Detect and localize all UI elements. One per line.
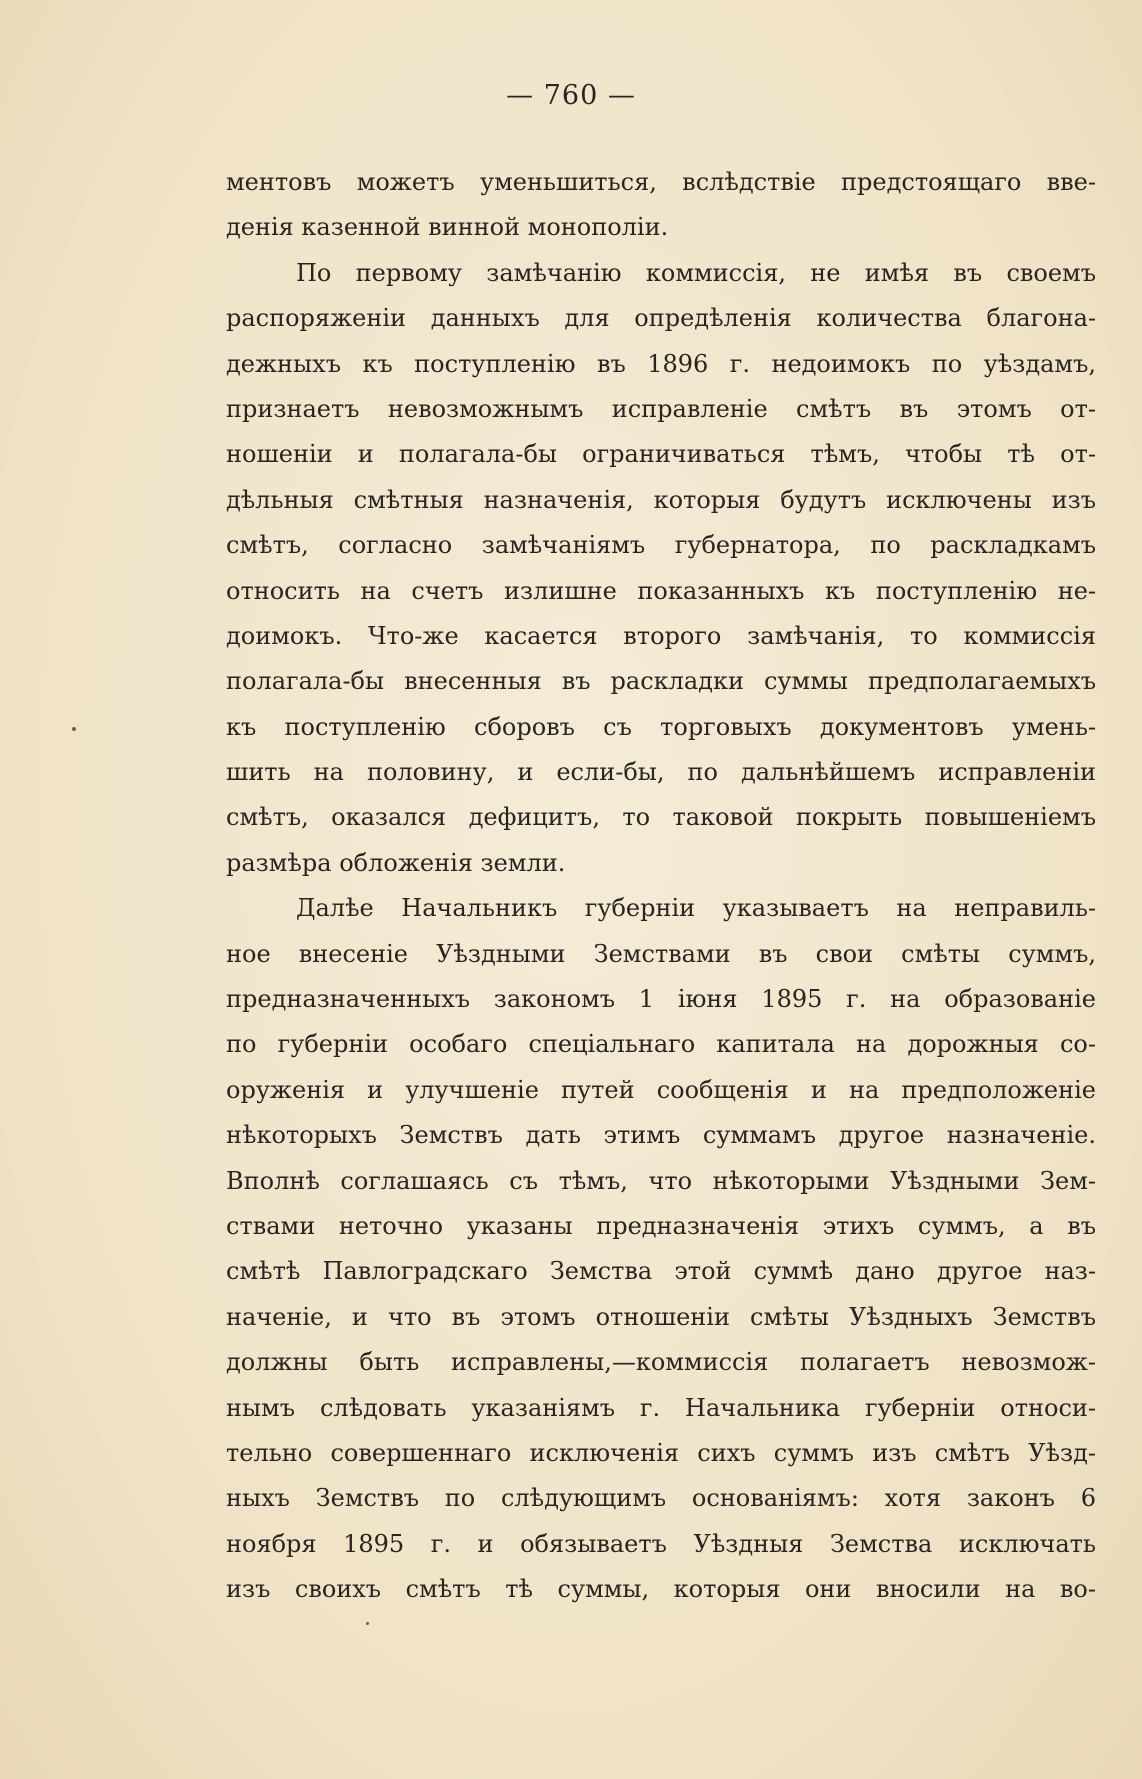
text-line: относить на счетъ излишне показанныхъ къ поступленію не- [226, 576, 1096, 605]
text-line: ствами неточно указаны предназначенія этихъ суммъ, а въ [226, 1211, 1096, 1240]
text-line: ноября 1895 г. и обязываетъ Уѣздныя Земства исключать [226, 1529, 1096, 1558]
text-line: смѣтъ, оказался дефицитъ, то таковой покрыть повышеніемъ [226, 803, 1096, 832]
body-text [226, 160, 1096, 1613]
text-line: оруженія и улучшеніе путей сообщенія и на предположеніе [226, 1075, 1096, 1104]
text-line: распоряженіи данныхъ для опредѣленія количества благона- [226, 304, 1096, 333]
text-line: денія казенной винной монополіи. [226, 213, 669, 242]
text-line: По первому замѣчанію коммиссія, не имѣя въ своемъ [296, 258, 1096, 287]
page-number: — 760 — [506, 80, 636, 111]
text-line: смѣтъ, согласно замѣчаніямъ губернатора, по раскладкамъ [226, 531, 1096, 560]
text-line: должны быть исправлены,—коммиссія полагаетъ невозмож- [226, 1348, 1096, 1377]
text-line: смѣтѣ Павлоградскаго Земства этой суммѣ дано другое наз- [226, 1257, 1096, 1286]
text-line: размѣра обложенія земли. [226, 848, 566, 877]
text-line: дѣльныя смѣтныя назначенія, которыя будутъ исключены изъ [226, 485, 1096, 514]
text-line: предназначенныхъ закономъ 1 іюня 1895 г. на образованіе [226, 985, 1096, 1014]
text-line: Далѣе Начальникъ губерніи указываетъ на неправиль- [296, 894, 1096, 923]
print-speck [366, 1622, 369, 1625]
text-line: ное внесеніе Уѣздными Земствами въ свои смѣты суммъ, [226, 939, 1096, 968]
text-line: ношеніи и полагала-бы ограничиваться тѣмъ, чтобы тѣ от- [226, 440, 1096, 469]
text-line: по губерніи особаго спеціальнаго капитала на дорожныя со- [226, 1030, 1096, 1059]
text-line: полагала-бы внесенныя въ раскладки суммы предполагаемыхъ [226, 667, 1096, 696]
text-line: признаетъ невозможнымъ исправленіе смѣтъ въ этомъ от- [226, 394, 1096, 423]
text-line: къ поступленію сборовъ съ торговыхъ документовъ умень- [226, 712, 1096, 741]
text-line: шить на половину, и если-бы, по дальнѣйшемъ исправленіи [226, 758, 1096, 787]
text-line: нымъ слѣдовать указаніямъ г. Начальника губерніи относи- [226, 1393, 1096, 1422]
text-line: наченіе, и что въ этомъ отношеніи смѣты Уѣздныхъ Земствъ [226, 1302, 1096, 1331]
print-speck [72, 727, 76, 731]
text-line: изъ своихъ смѣтъ тѣ суммы, которыя они вносили на во- [226, 1575, 1096, 1604]
text-line: тельно совершеннаго исключенія сихъ суммъ изъ смѣтъ Уѣзд- [226, 1438, 1096, 1467]
text-line: нѣкоторыхъ Земствъ дать этимъ суммамъ другое назначеніе. [226, 1121, 1096, 1150]
text-line: Вполнѣ соглашаясь съ тѣмъ, что нѣкоторыми Уѣздными Зем- [226, 1166, 1096, 1195]
text-line: ментовъ можетъ уменьшиться, вслѣдствіе предстоящаго вве- [226, 168, 1096, 196]
text-line: дежныхъ къ поступленію въ 1896 г. недоимокъ по уѣздамъ, [226, 349, 1096, 378]
text-line: ныхъ Земствъ по слѣдующимъ основаніямъ: хотя законъ 6 [226, 1484, 1096, 1513]
text-line: доимокъ. Что-же касается второго замѣчанія, то коммиссія [226, 621, 1096, 650]
